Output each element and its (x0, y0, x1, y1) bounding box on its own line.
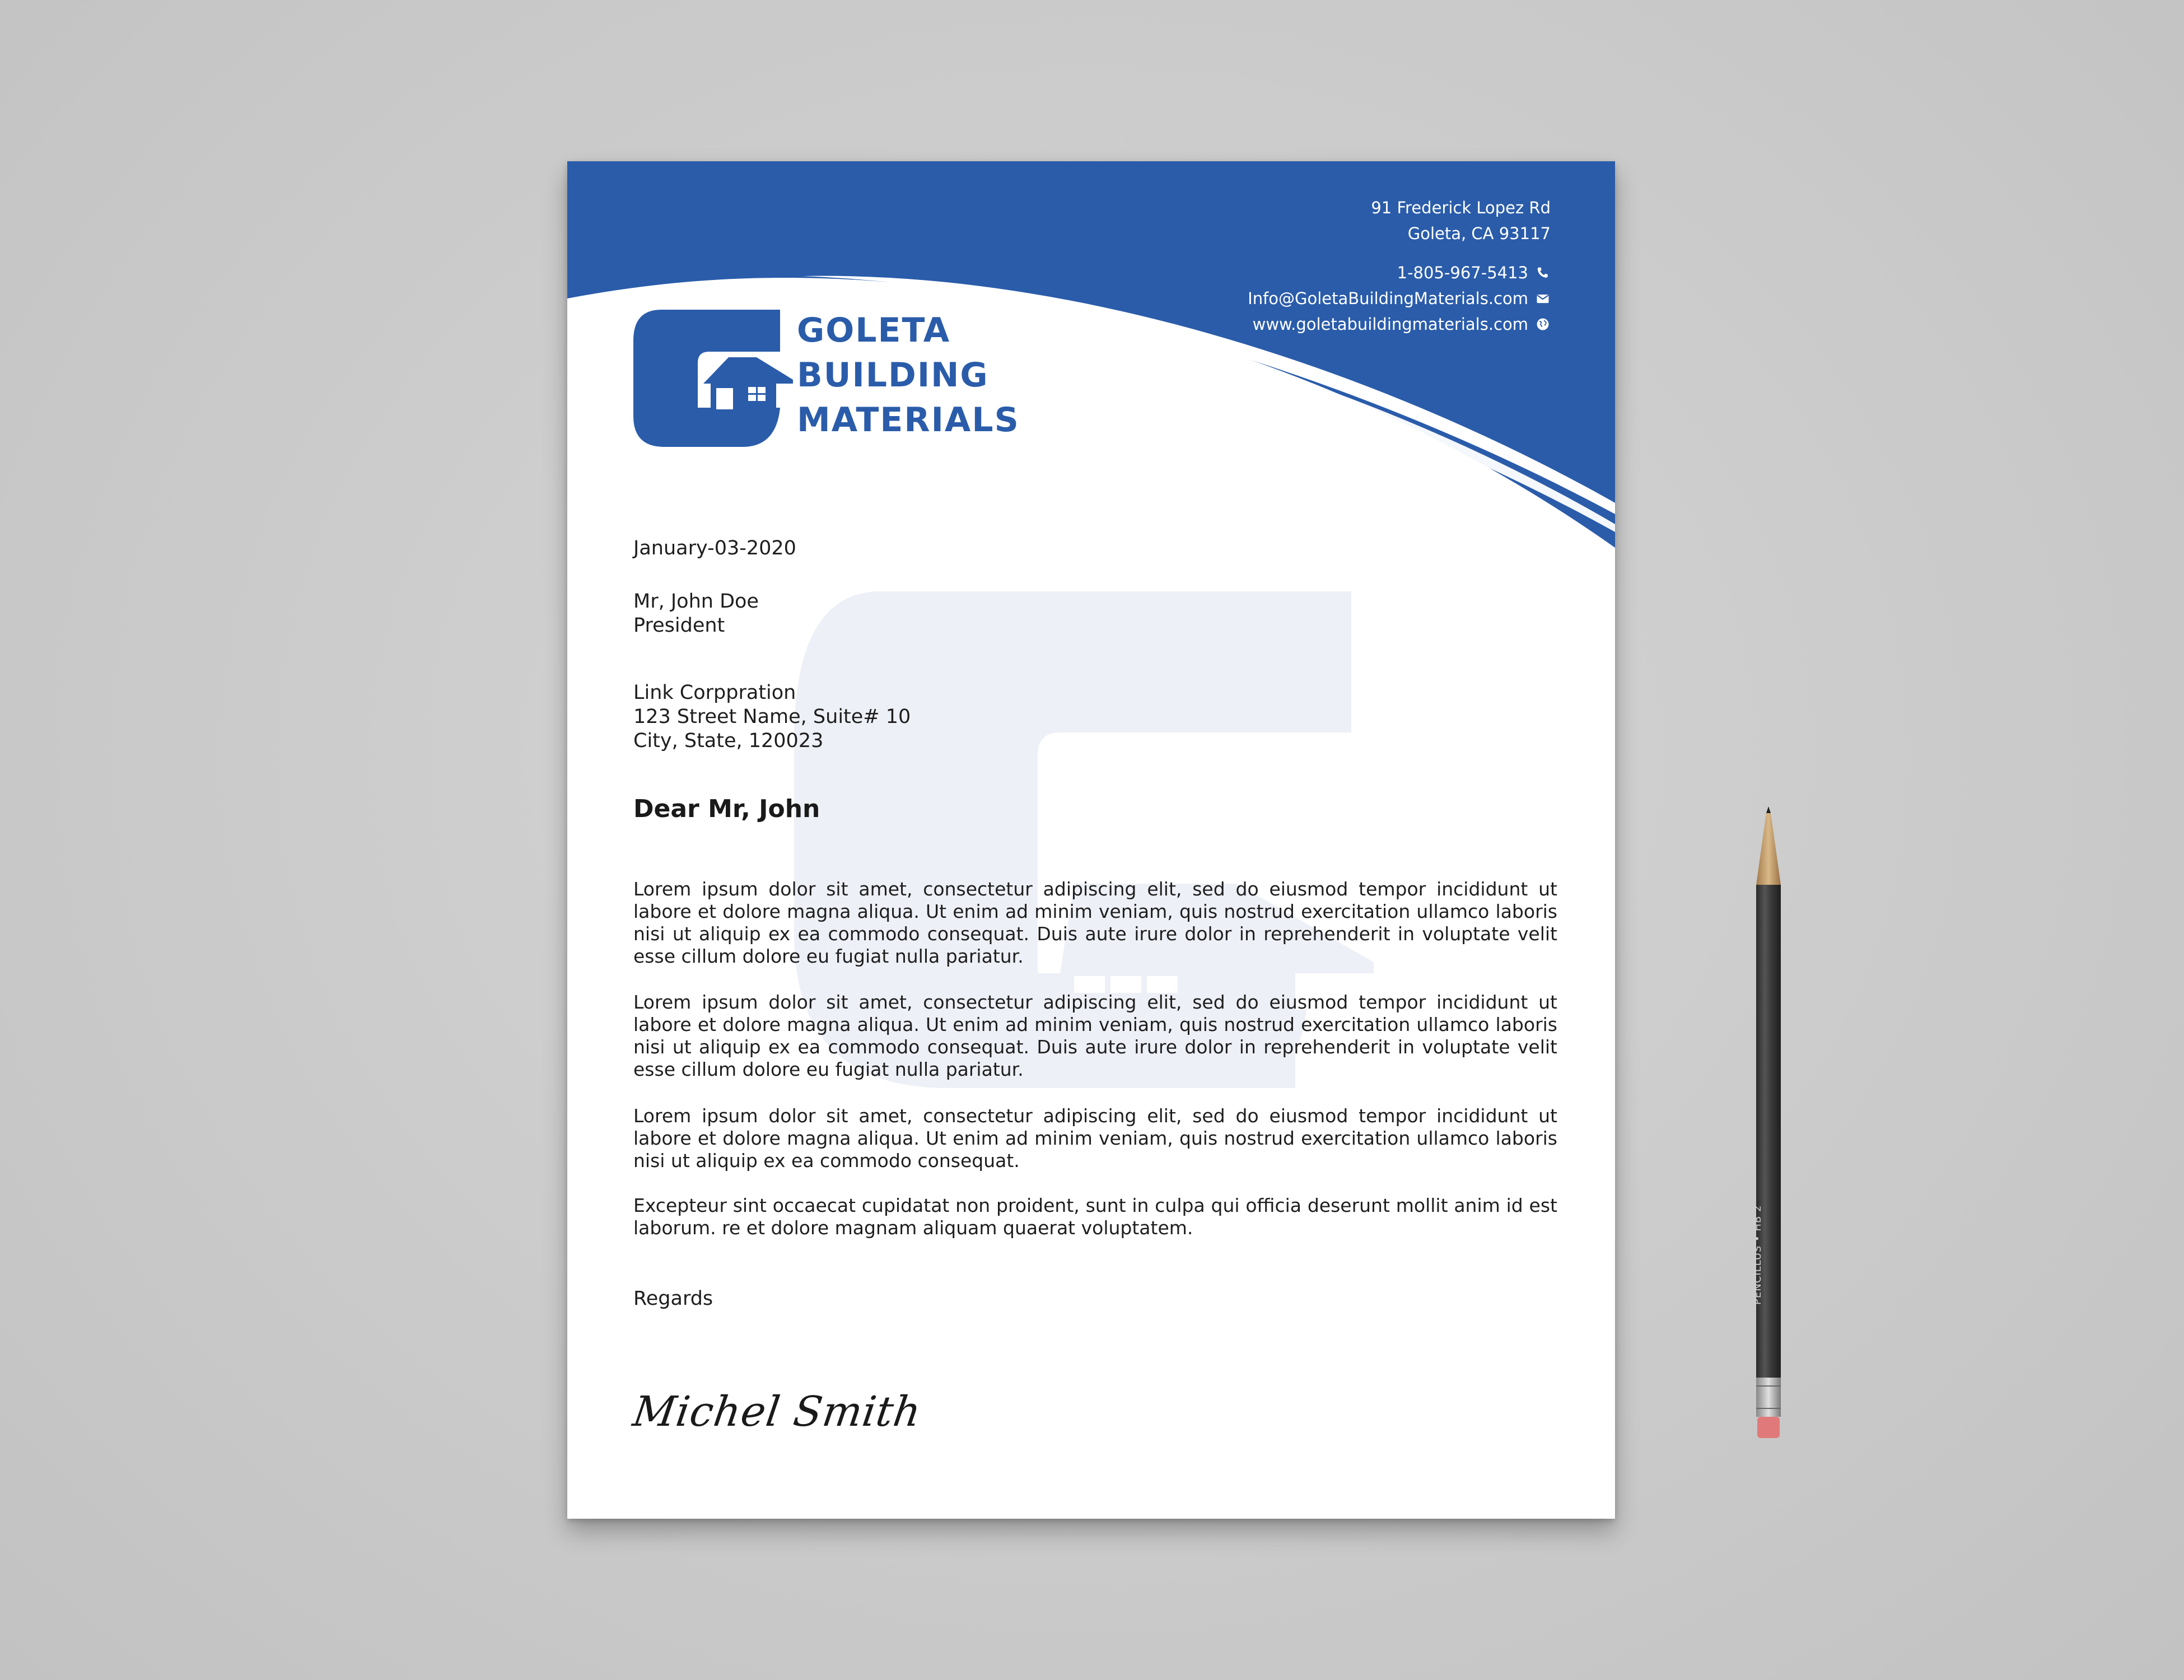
globe-icon (1535, 316, 1551, 332)
body-paragraph-2: Lorem ipsum dolor sit amet, consectetur adipiscing elit, sed do eiusmod tempor incididunt ut labore et dolore magna aliqua. Ut enim ad minim veniam, quis nostrud exercitation ullamco laboris nisi ut aliquip ex ea commodo consequat. Duis aute irure dolor in reprehenderit in voluptate velit esse cillum dolore eu fugiat nulla pariatur. (633, 991, 1557, 1080)
email-text[interactable]: Info@GoletaBuildingMaterials.com (1248, 289, 1528, 308)
logo-line-2: BUILDING (797, 356, 989, 395)
body-paragraph-3: Lorem ipsum dolor sit amet, consectetur adipiscing elit, sed do eiusmod tempor incididunt ut labore et dolore magna aliqua. Ut enim ad minim veniam, quis nostrud exercitation ullamco laboris nisi ut aliquip ex ea commodo consequat. (633, 1105, 1557, 1172)
letter-date: January-03-2020 (633, 537, 796, 559)
phone-text: 1-805-967-5413 (1397, 263, 1528, 282)
recipient-title: President (633, 614, 725, 637)
company-name-logo (797, 308, 1020, 442)
letterhead-sheet (567, 161, 1615, 1519)
body-paragraph-4: Excepteur sint occaecat cupidatat non proident, sunt in culpa qui officia deserunt mollit anim id est laborum. re et dolore magnam aliquam quaerat voluptatem. (633, 1194, 1557, 1239)
logo-line-3: MATERIALS (797, 400, 1020, 440)
pencil-label: PENCILLUS • HB 2 (1752, 1205, 1763, 1305)
address-line-2: Goleta, CA 93117 (1407, 224, 1551, 243)
logo-line-1: GOLETA (797, 311, 951, 350)
recipient-block (633, 590, 1557, 638)
pencil (1746, 806, 1791, 1478)
phone-icon (1535, 265, 1551, 281)
company-address-block (633, 681, 1557, 753)
company-city: City, State, 120023 (633, 730, 824, 752)
company-street: 123 Street Name, Suite# 10 (633, 706, 911, 728)
recipient-name: Mr, John Doe (633, 590, 759, 613)
address-line-1: 91 Frederick Lopez Rd (1371, 198, 1551, 217)
envelope-icon (1535, 291, 1551, 306)
closing: Regards (633, 1287, 713, 1310)
body-paragraph-1: Lorem ipsum dolor sit amet, consectetur adipiscing elit, sed do eiusmod tempor incididunt ut labore et dolore magna aliqua. Ut enim ad minim veniam, quis nostrud exercitation ullamco laboris nisi ut aliquip ex ea commodo consequat. Duis aute irure dolor in reprehenderit in voluptate velit esse cillum dolore eu fugiat nulla pariatur. (633, 878, 1557, 967)
company-logo-mark (633, 310, 796, 447)
website-text[interactable]: www.goletabuildingmaterials.com (1252, 315, 1528, 334)
signature: Michel Smith (629, 1388, 925, 1436)
company-name: Link Corppration (633, 682, 796, 704)
contact-block (1248, 195, 1551, 337)
salutation: Dear Mr, John (633, 795, 820, 823)
